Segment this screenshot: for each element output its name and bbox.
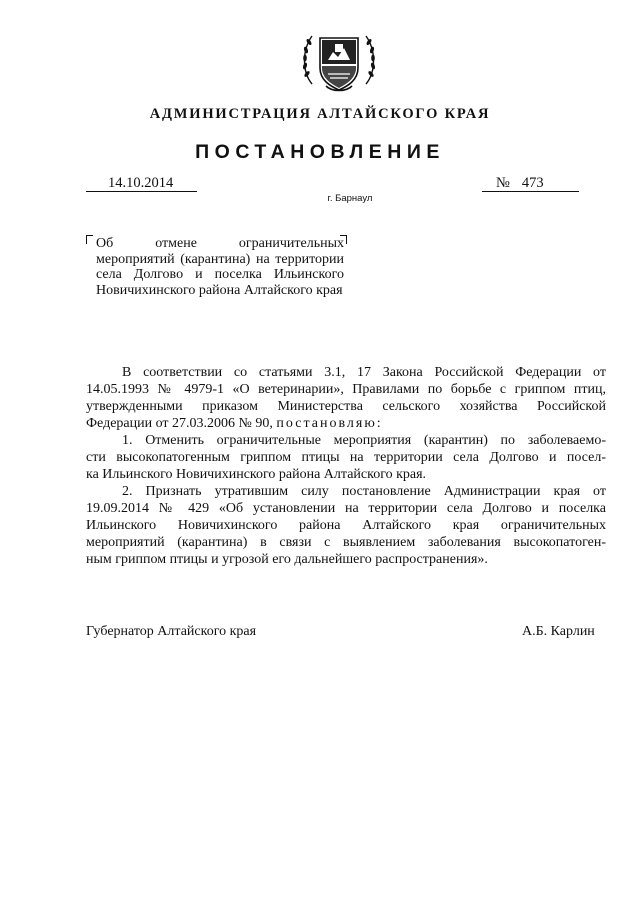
document-type: ПОСТАНОВЛЕНИЕ: [195, 141, 445, 163]
preamble-line: утвержденными приказом Министерства сельского хозяйства Российской: [86, 399, 606, 414]
preamble-tail: Федерации от 27.03.2006 № 90,: [86, 416, 273, 431]
subject-bracket-left: [86, 235, 93, 244]
coat-of-arms-icon: [298, 26, 380, 96]
item2-line: мероприятий (карантина) в связи с выявлением заболевания высокопатоген-: [86, 535, 606, 550]
item2-line: ным гриппом птицы и угрозой его дальнейшего распространения».: [86, 552, 488, 567]
item1-line: 1. Отменить ограничительные мероприятия (карантин) по заболеваемо-: [122, 433, 606, 448]
organization-name: АДМИНИСТРАЦИЯ АЛТАЙСКОГО КРАЯ: [149, 106, 491, 122]
signatory-position: Губернатор Алтайского края: [86, 624, 257, 639]
document-subject: Об отмене ограничительных мероприятий (карантина) на территории села Долгово и поселка Ильинского Новичихинского района Алтайского края: [96, 236, 344, 298]
document-city: г. Барнаул: [327, 193, 373, 204]
item1-line: сти высокопатогенным гриппом птицы на территории села Долгово и посел-: [86, 450, 606, 465]
preamble-line: [86, 415, 606, 432]
number-value: 473: [521, 175, 544, 191]
item1-line: ка Ильинского Новичихинского района Алтайского края.: [86, 467, 427, 482]
preamble-line: 14.05.1993 № 4979-1 «О ветеринарии», Правилами по борьбе с гриппом птиц,: [86, 382, 606, 397]
number-sign: №: [496, 175, 510, 191]
item2-line: 2. Признать утратившим силу постановление Администрации края от: [122, 484, 606, 499]
document-number: [482, 175, 579, 192]
document-date: 14.10.2014: [86, 175, 197, 192]
item2-line: Ильинского Новичихинского района Алтайского края ограничительных: [86, 518, 606, 533]
decree-word: постановляю:: [276, 416, 383, 431]
item2-line: 19.09.2014 № 429 «Об установлении на территории села Долгово и поселка: [86, 501, 606, 516]
signatory-name: А.Б. Карлин: [522, 624, 595, 639]
preamble-line: В соответствии со статьями 3.1, 17 Закона Российской Федерации от: [122, 365, 606, 380]
document-body: [86, 364, 606, 568]
